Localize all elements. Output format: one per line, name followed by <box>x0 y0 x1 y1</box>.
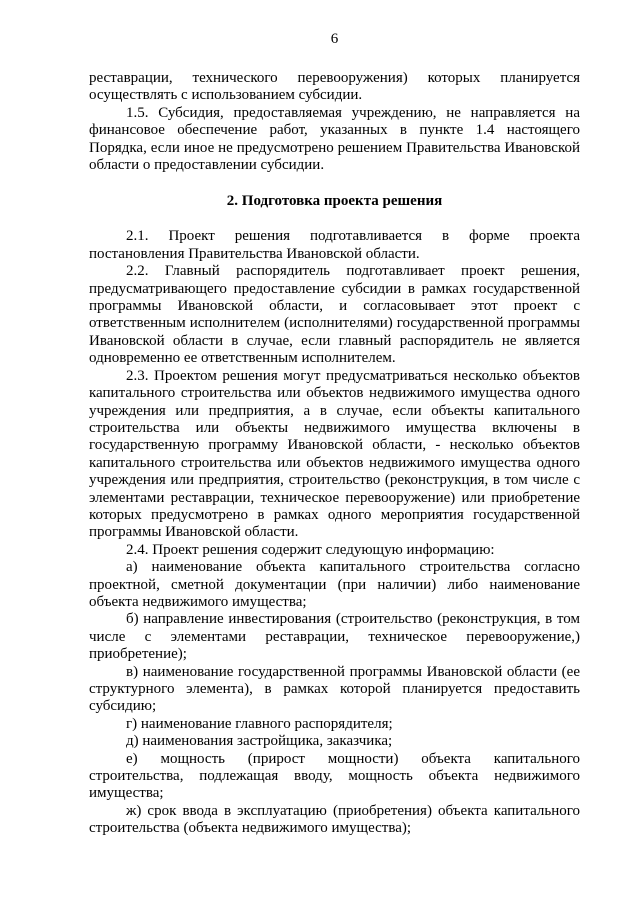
list-item-zh: ж) срок ввода в эксплуатацию (приобретения) объекта капитального строительства (объекта недвижимого имущества); <box>89 802 580 837</box>
paragraph-continuation: реставрации, технического перевооружения) которых планируется осуществлять с использованием субсидии. <box>89 70 580 104</box>
paragraph-1-5: 1.5. Субсидия, предоставляемая учреждению, не направляется на финансовое обеспечение работ, указанных в пункте 1.4 настоящего Порядка, если иное не предусмотрено решением Правительства Ивановской области о предоставлении субсидии. <box>89 104 580 174</box>
list-item-d: д) наименования застройщика, заказчика; <box>126 733 393 750</box>
list-item-v: в) наименование государственной программы Ивановской области (ее структурного элемента), в рамках которой планируется предоставить субсидию; <box>89 663 580 715</box>
list-item-e: е) мощность (прирост мощности) объекта капитального строительства, подлежащая вводу, мощность объекта недвижимого имущества; <box>89 750 580 802</box>
paragraph-2-3: 2.3. Проектом решения могут предусматриваться несколько объектов капитального строительства или объектов недвижимого имущества одного учреждения или предприятия, а в случае, если объекты капитального строительства или объекты недвижимого имущества включены в государственную программу Ивановской области, - несколько объектов капитального строительства или объектов недвижимого имущества одного учреждения или предприятия, строительство (реконструкция, в том числе с элементами реставрации, техническое перевооружение) или приобретение которых предусмотрено в рамках одного мероприятия государственной программы Ивановской области. <box>89 367 580 541</box>
paragraph-2-1: 2.1. Проект решения подготавливается в форме проекта постановления Правительства Ивановской области. <box>89 228 580 262</box>
list-item-b: б) направление инвестирования (строительство (реконструкция, в том числе с элементами реставрации, техническое перевооружение,) приобретение); <box>89 611 580 663</box>
list-item-g: г) наименование главного распорядителя; <box>126 715 393 732</box>
paragraph-2-4: 2.4. Проект решения содержит следующую информацию: <box>126 541 495 558</box>
section-heading: 2. Подготовка проекта решения <box>226 193 443 210</box>
document-page <box>89 30 580 838</box>
list-item-a: а) наименование объекта капитального строительства согласно проектной, сметной документации (при наличии) либо наименование объекта недвижимого имущества; <box>89 559 580 610</box>
page-number: 6 <box>330 31 339 47</box>
paragraph-2-2: 2.2. Главный распорядитель подготавливает проект решения, предусматривающего предоставление субсидии в рамках государственной программы Ивановской области, и согласовывает этот проект с ответственным исполнителем (исполнителями) государственной программы Ивановской области в случае, если главный распорядитель не является одновременно ее ответственным исполнителем. <box>89 263 580 367</box>
